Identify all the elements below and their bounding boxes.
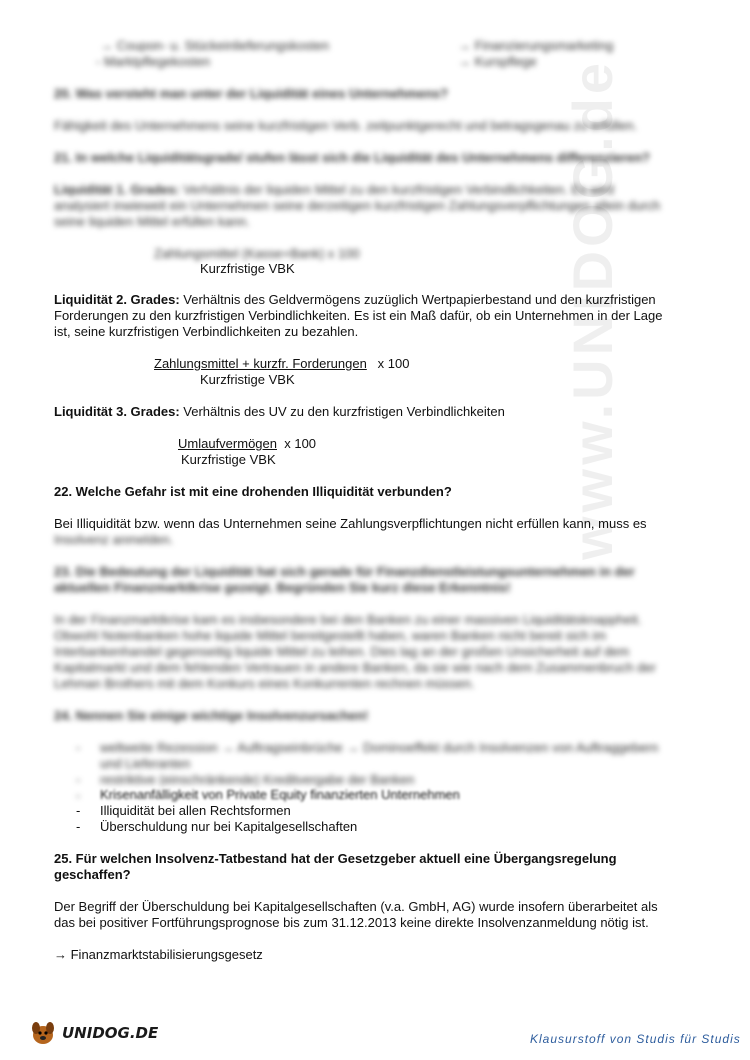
bullet-3: Krisenanfälligkeit von Private Equity finanzierten Unternehmen <box>100 787 460 802</box>
liq3-line <box>54 404 505 419</box>
answer-20: Fähigkeit des Unternehmens seine kurzfristigen Verb. zeitpunktgerecht und betragsgenau zu erfüllen. <box>54 118 638 133</box>
answer-23-line4: Kapitalmarkt und dem fehlenden Vertrauen in andere Banken, da sie wie nach dem Zusammenbruch der <box>54 660 656 675</box>
formula1-denominator: Kurzfristige VBK <box>200 261 295 276</box>
formula3-num-text: Umlaufvermögen <box>178 436 277 451</box>
formula3-multiplier: x 100 <box>284 436 317 451</box>
liq1-label: Liquidität 1. Grades: <box>54 182 180 197</box>
liq2-line2: Forderungen zu den kurzfristigen Verbindlichkeiten. Es ist ein Maß dafür, ob ein Unternehmen in der Lage <box>54 308 663 323</box>
answer-23-line2: Obwohl Notenbanken hohe liquide Mittel bereitgestellt haben, waren Banken nicht bereit sich im <box>54 628 607 643</box>
formula2-denominator: Kurzfristige VBK <box>200 372 295 387</box>
blurred-line-finanzierung: → Finanzierungsmarketing <box>458 38 614 53</box>
footer-tagline: Klausurstoff von Studis für Studis <box>530 1032 741 1046</box>
answer-23-line1: In der Finanzmarktkrise kam es insbesondere bei den Banken zu einer massiven Liquiditätsknappheit. <box>54 612 642 627</box>
dog-icon <box>28 1018 58 1048</box>
blurred-line-kurspflege: → Kurspflege <box>458 54 537 69</box>
question-21: 21. In welche Liquiditätsgrade/ stufen lässt sich die Liquidität des Unternehmens differenzieren? <box>54 150 650 165</box>
answer-22-line2: Insolvenz anmelden. <box>54 532 174 547</box>
answer-23-line5: Lehman Brothers mit dem Konkurs eines Konkurrenten rechnen müssen. <box>54 676 475 691</box>
answer-25-arrow-item: → Finanzmarktstabilisierungsgesetz <box>54 947 263 962</box>
bullet-4: Illiquidität bei allen Rechtsformen <box>100 803 291 818</box>
bullet-1-line2: und Lieferanten <box>100 756 191 771</box>
formula2-multiplier: x 100 <box>377 356 410 371</box>
footer-logo <box>28 1018 158 1048</box>
formula3-numerator <box>178 436 316 451</box>
question-24: 24. Nennen Sie einige wichtige Insolvenzursachen! <box>54 708 369 723</box>
formula2-num-text: Zahlungsmittel + kurzfr. Forderungen <box>154 356 367 371</box>
bullet-dash: - <box>76 819 81 834</box>
answer-25-line2: das bei positiver Fortführungsprognose bis zum 31.12.2013 keine direkte Insolvenzanmeldung nötig ist. <box>54 915 649 930</box>
formula3-denominator: Kurzfristige VBK <box>181 452 276 467</box>
liq2-line3: ist, seine kurzfristigen Verbindlichkeiten zu bezahlen. <box>54 324 359 339</box>
answer-25-line1: Der Begriff der Überschuldung bei Kapitalgesellschaften (v.a. GmbH, AG) wurde insofern überarbeitet als <box>54 899 658 914</box>
liq3-label: Liquidität 3. Grades: <box>54 404 180 419</box>
bullet-dash: - <box>76 788 81 803</box>
liq1-text1: Verhältnis der liquiden Mittel zu den kurzfristigen Verbindlichkeiten. Es wird <box>183 182 614 197</box>
question-25-line2: geschaffen? <box>54 867 131 882</box>
liq1-line3: seine liquiden Mittel erfüllen kann. <box>54 214 250 229</box>
bullet-2: restriktive (einschränkende) Kreditvergabe der Banken <box>100 772 415 787</box>
liq2-line1 <box>54 292 656 307</box>
bullet-5: Überschuldung nur bei Kapitalgesellschaften <box>100 819 358 834</box>
watermark: www.UNIDOG.de <box>561 58 624 560</box>
bullet-dash: - <box>76 803 81 818</box>
question-20: 20. Was versteht man unter der Liquidität eines Unternehmens? <box>54 86 448 101</box>
logo-text: UNIDOG.DE <box>62 1024 159 1042</box>
blurred-line-marktpflege: - Marktpflegekosten <box>96 54 211 69</box>
blurred-line-coupon: → Coupon- u. Stückeinlieferungskosten <box>100 38 330 53</box>
question-23-line2: aktuellen Finanzmarktkrise gezeigt. Begründen Sie kurz diese Erkenntnis! <box>54 580 511 595</box>
answer-23-line3: Interbankenhandel gegenseitig liquide Mittel zu leihen. Dies lag an der großen Unsicherheit auf dem <box>54 644 630 659</box>
answer-22-line1: Bei Illiquidität bzw. wenn das Unternehmen seine Zahlungsverpflichtungen nicht erfüllen kann, muss es <box>54 516 647 531</box>
question-23-line1: 23. Die Bedeutung der Liquidität hat sich gerade für Finanzdienstleistungsunternehmen in der <box>54 564 635 579</box>
formula1-numerator: Zahlungsmittel (Kasse+Bank) x 100 <box>154 246 360 261</box>
liq3-text: Verhältnis des UV zu den kurzfristigen Verbindlichkeiten <box>179 404 505 419</box>
liq1-line2: analysiert inwieweit ein Unternehmen seine derzeitigen kurzfristigen Zahlungsverpflichtungen allein durch <box>54 198 661 213</box>
bullet-dash: - <box>76 772 81 787</box>
liq2-text1: Verhältnis des Geldvermögens zuzüglich Wertpapierbestand und den kurzfristigen <box>179 292 656 307</box>
liq1-line1 <box>54 182 614 197</box>
question-22: 22. Welche Gefahr ist mit eine drohenden Illiquidität verbunden? <box>54 484 452 499</box>
bullet-1-line1: weltweite Rezession → Auftragseinbrüche → Dominoeffekt durch Insolvenzen von Auftraggebern <box>100 740 659 755</box>
formula2-numerator <box>154 356 409 371</box>
question-25-line1: 25. Für welchen Insolvenz-Tatbestand hat der Gesetzgeber aktuell eine Übergangsregelung <box>54 851 617 866</box>
liq2-label: Liquidität 2. Grades: <box>54 292 180 307</box>
bullet-dash: - <box>76 740 81 755</box>
